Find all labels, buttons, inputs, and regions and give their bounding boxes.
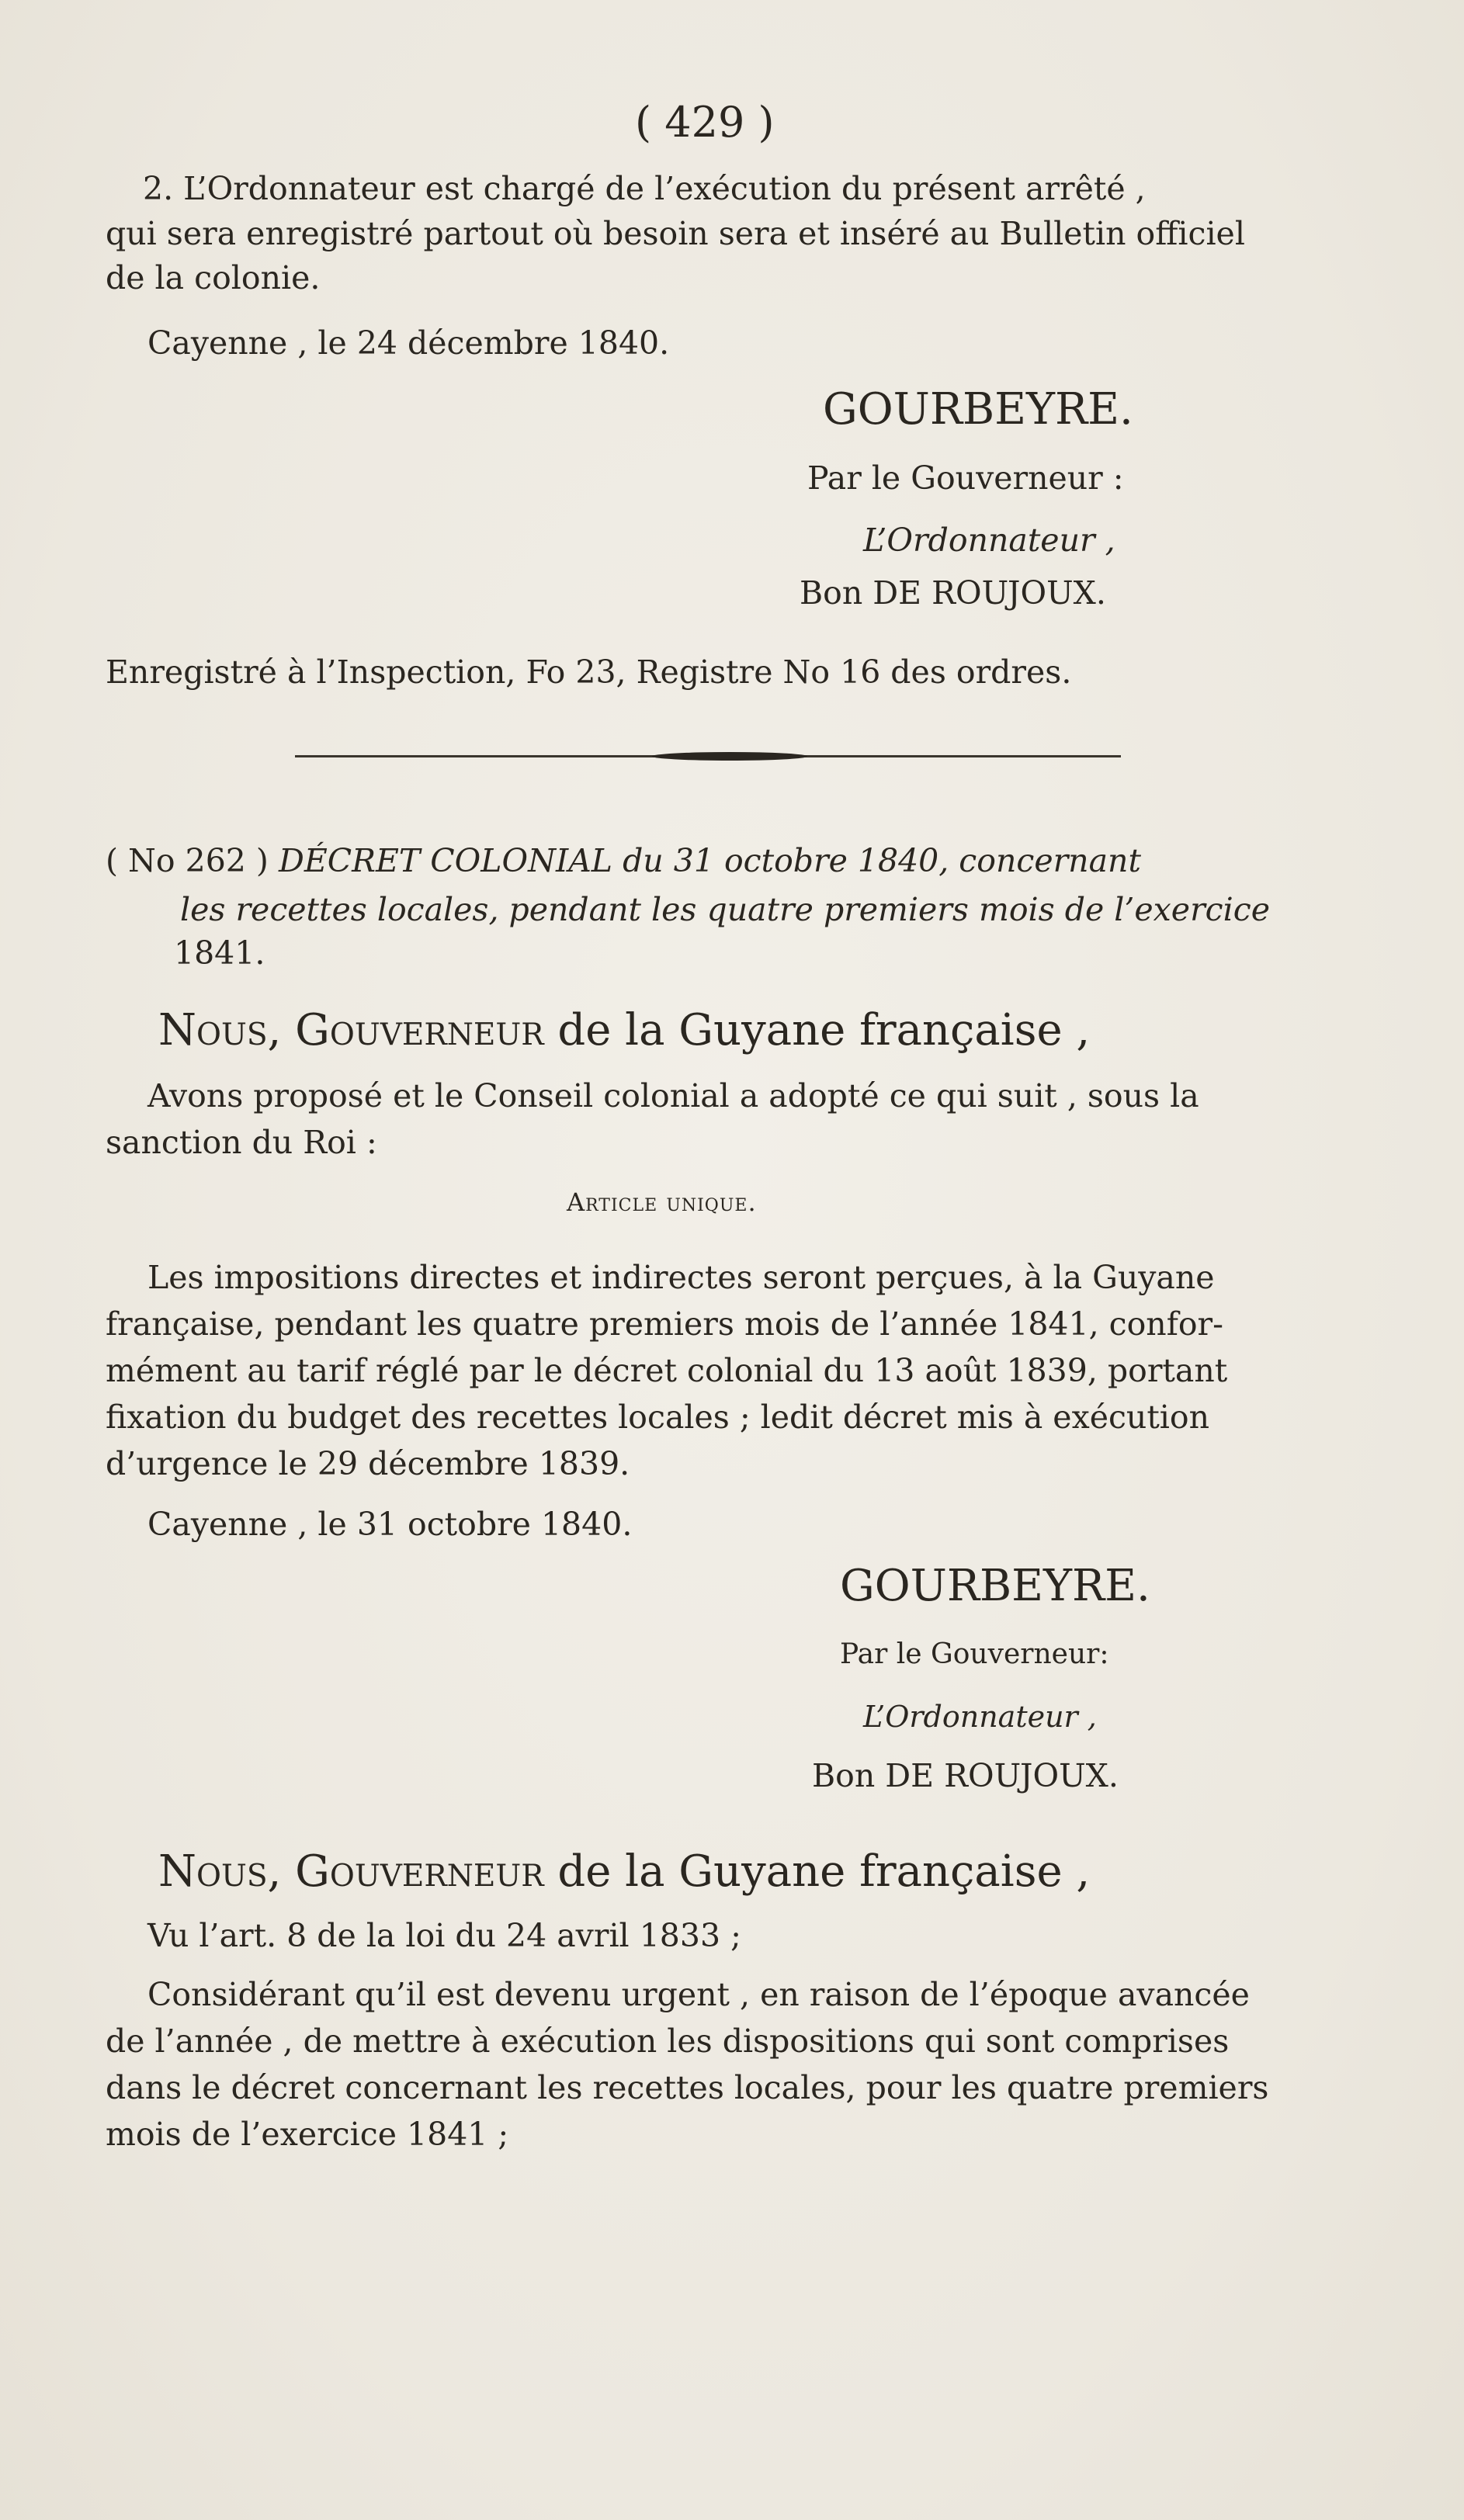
decree-article-heading: Article unique. [567,1187,757,1217]
decree-title-c: 1841. [174,934,265,972]
section1-line2: qui sera enregistré partout où besoin sera et inséré au Bulletin officiel [106,215,1245,252]
decree-nous-gouverneur [158,1004,1090,1056]
section1-line3: de la colonie. [106,259,321,296]
section3-c2: de l’année , de mettre à exécution les dispositions qui sont comprises [106,2023,1230,2060]
section1-signature: GOURBEYRE. [823,384,1133,435]
decree-title-a: DÉCRET COLONIAL du 31 octobre 1840, concernant [278,842,1141,879]
section1-par-le-gouverneur: Par le Gouverneur : [807,459,1124,497]
decree-number: ( No 262 ) [106,842,269,879]
guyane-label: de la Guyane française , [557,1846,1091,1897]
guyane-label: de la Guyane française , [557,1005,1091,1055]
decree-baron [812,1757,1119,1795]
separator-rule-swell [652,752,807,761]
nous-gouverneur-label: Nous, Gouverneur [158,1005,544,1055]
decree-date: Cayenne , le 31 octobre 1840. [147,1506,633,1543]
page-number: ( 429 ) [635,98,775,147]
text-line [143,170,1321,208]
baron-name: DE ROUJOUX. [885,1757,1119,1794]
section1-line1: 2. L’Ordonnateur est chargé de l’exécution du présent arrêté , [143,170,1146,207]
decree-title-b: les recettes locales, pendant les quatre premiers mois de l’exercice [180,891,1270,928]
nous-gouverneur-label: Nous, Gouverneur [158,1846,544,1897]
decree-par-le-gouverneur: Par le Gouverneur: [840,1638,1109,1670]
decree-p5: d’urgence le 29 décembre 1839. [106,1445,630,1482]
section1-date: Cayenne , le 24 décembre 1840. [147,324,670,362]
decree-heading [106,842,1141,880]
section3-c3: dans le décret concernant les recettes locales, pour les quatre premiers [106,2069,1269,2106]
baron-prefix: Bon [800,574,863,612]
section1-baron [800,574,1106,612]
section3-nous-gouverneur [158,1846,1090,1898]
section3-c4: mois de l’exercice 1841 ; [106,2116,509,2153]
decree-ordonnateur: L’Ordonnateur , [863,1700,1097,1734]
section1-ordonnateur: L’Ordonnateur , [863,522,1115,559]
decree-avons-line1: Avons proposé et le Conseil colonial a adopté ce qui suit , sous la [147,1077,1199,1114]
section3-vu: Vu l’art. 8 de la loi du 24 avril 1833 ; [147,1917,741,1954]
section1-enregistre: Enregistré à l’Inspection, Fo 23, Registre No 16 des ordres. [106,653,1072,691]
baron-prefix: Bon [812,1757,876,1794]
baron-name: DE ROUJOUX. [873,574,1106,612]
decree-p1: Les impositions directes et indirectes seront perçues, à la Guyane [147,1259,1215,1296]
section3-c1: Considérant qu’il est devenu urgent , en raison de l’époque avancée [147,1976,1250,2013]
decree-avons-line2: sanction du Roi : [106,1124,377,1161]
decree-signature: GOURBEYRE. [840,1561,1150,1611]
decree-p3: mément au tarif réglé par le décret colonial du 13 août 1839, portant [106,1352,1228,1389]
decree-p2: française, pendant les quatre premiers mois de l’année 1841, confor- [106,1305,1224,1343]
decree-p4: fixation du budget des recettes locales ; ledit décret mis à exécution [106,1399,1210,1436]
